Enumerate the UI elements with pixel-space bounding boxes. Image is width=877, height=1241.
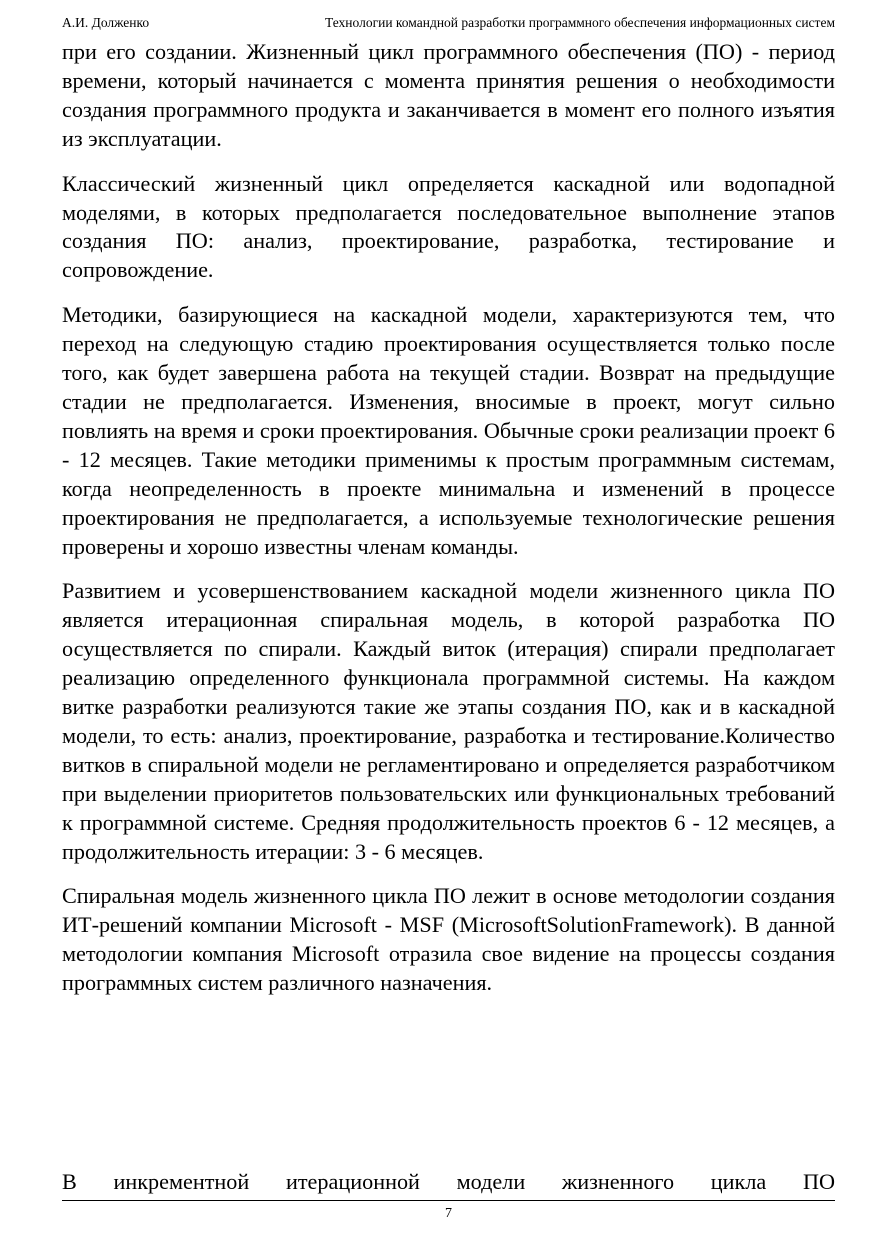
paragraph-lifecycle-definition: при его создании. Жизненный цикл программного обеспечения (ПО) - период времени, который начинается с момента принятия решения о необходимости создания программного продукта и заканчивается в момент его полного изъятия из эксплуатации. [62, 39, 835, 151]
paragraph-msf: Спиральная модель жизненного цикла ПО лежит в основе методологии создания ИТ-решений компании Microsoft - MSF (MicrosoftSolutionFramework). В данной методологии компания Microsoft отразила свое видение на процессы создания программных систем различного назначения. [62, 883, 835, 996]
paragraph-spiral-model: Развитием и усовершенствованием каскадной модели жизненного цикла ПО является итерационная спиральная модель, в которой разработка ПО осуществляется по спирали. Каждый виток (итерация) спирали предполагает реализацию определенного функционала программной системы. На каждом витке разработки реализуются такие же этапы создания ПО, как и в каскадной модели, то есть: анализ, проектирование, разработка и тестирование.Количество витков в спиральной модели не регламентировано и определяется разработчиком при выделении приоритетов пользовательских или функциональных требований к программной системе. Средняя продолжительность проектов 6 - 12 месяцев, а продолжительность итерации: 3 - 6 месяцев. [62, 578, 835, 864]
paragraph-waterfall-methods: Методики, базирующиеся на каскадной модели, характеризуются тем, что переход на следующую стадию проектирования осуществляется только после того, как будет завершена работа на текущей стадии. Возврат на предыдущие стадии не предполагается. Изменения, вносимые в проект, могут сильно повлиять на время и сроки проектирования. Обычные сроки реализации проект 6 - 12 месяцев. Такие методики применимы к простым программным системам, когда неопределенность в проекте минимальна и изменений в процессе проектирования не предполагается, а используемые технологические решения проверены и хорошо известны членам команды. [62, 302, 835, 559]
footer-divider [62, 1200, 835, 1201]
header-author: А.И. Долженко [62, 15, 150, 30]
paragraph-incremental-start: В инкрементной итерационной модели жизненного цикла ПО [62, 1169, 835, 1194]
body-text [62, 38, 835, 998]
paragraph-classic-lifecycle: Классический жизненный цикл определяется каскадной или водопадной моделями, в которых предполагается последовательное выполнение этапов создания ПО: анализ, проектирование, разработка, тестирование и сопровождение. [62, 170, 835, 283]
header-title: Технологии командной разработки программного обеспечения информационных систем [324, 15, 835, 30]
page-number: 7 [445, 1206, 452, 1221]
